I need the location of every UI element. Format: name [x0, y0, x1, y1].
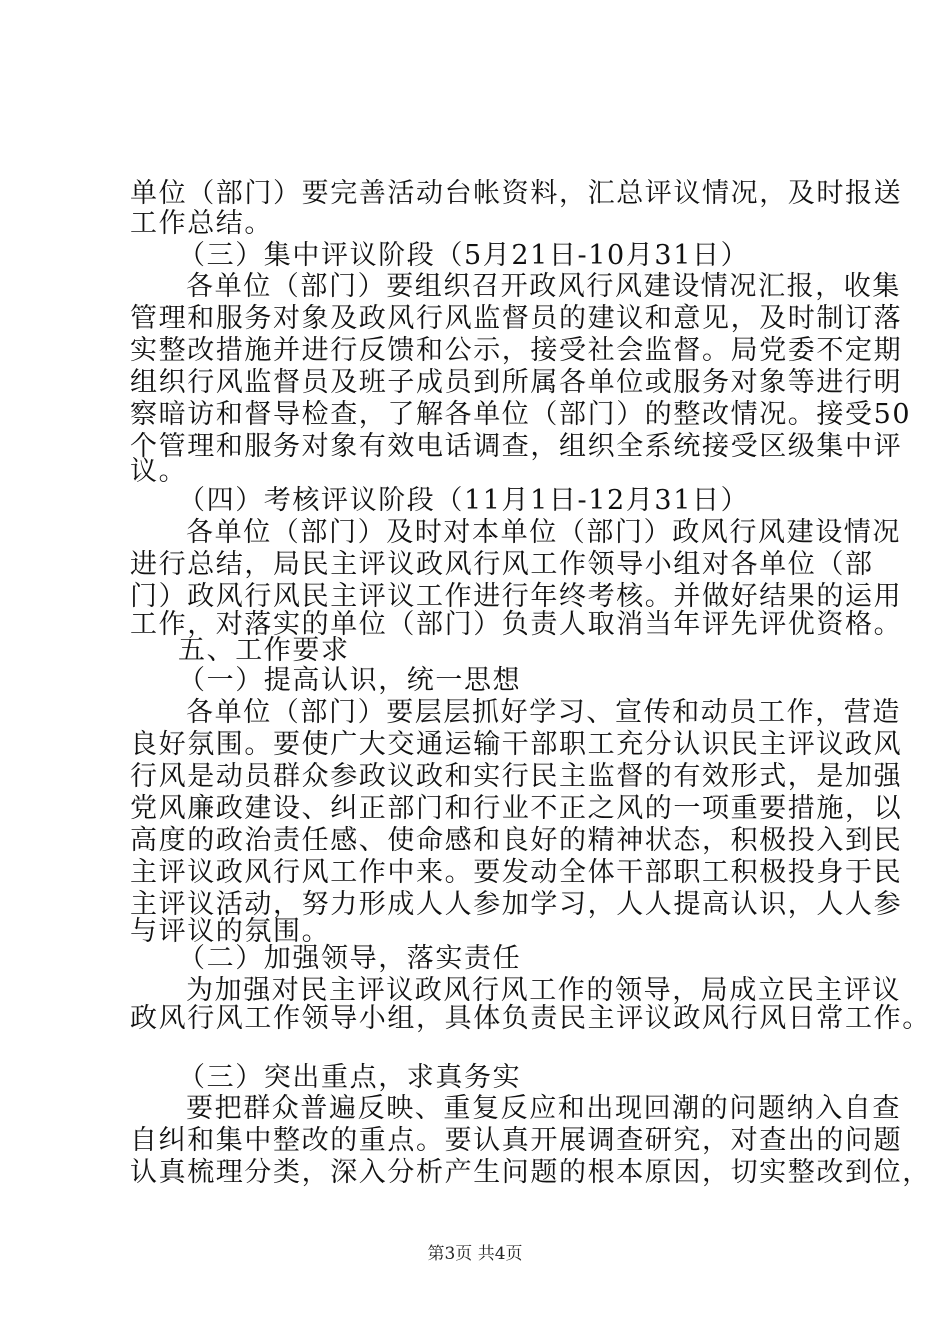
body-text-line: 门）政风行风民主评议工作进行年终考核。并做好结果的运用: [130, 581, 903, 612]
body-text-line: 政风行风工作领导小组，具体负责民主评议政风行风日常工作。: [130, 1003, 931, 1034]
body-text-line: 自纠和集中整改的重点。要认真开展调查研究，对查出的问题: [130, 1125, 903, 1156]
body-text-line: 良好氛围。要使广大交通运输干部职工充分认识民主评议政风: [130, 729, 903, 760]
body-text-line: 组织行风监督员及班子成员到所属各单位或服务对象等进行明: [130, 367, 903, 398]
body-text-line: 进行总结，局民主评议政风行风工作领导小组对各单位（部: [130, 549, 874, 580]
body-text-line: 察暗访和督导检查，了解各单位（部门）的整改情况。接受50: [130, 399, 912, 430]
body-text-line: 实整改措施并进行反馈和公示，接受社会监督。局党委不定期: [130, 335, 903, 366]
body-text-line: 要把群众普遍反映、重复反应和出现回潮的问题纳入自查: [186, 1093, 901, 1124]
body-text-line: 主评议活动，努力形成人人参加学习，人人提高认识，人人参: [130, 889, 903, 920]
body-text-line: 议。: [130, 456, 188, 487]
section-heading: （二）加强领导，落实责任: [178, 943, 522, 974]
body-text-line: 主评议政风行风工作中来。要发动全体干部职工积极投身于民: [130, 857, 903, 888]
page-footer: 第3页 共4页: [427, 1244, 523, 1264]
body-text-line: 行风是动员群众参政议政和实行民主监督的有效形式，是加强: [130, 761, 903, 792]
body-text-line: 为加强对民主评议政风行风工作的领导，局成立民主评议: [186, 975, 901, 1006]
body-text-line: 工作，对落实的单位（部门）负责人取消当年评先评优资格。: [130, 609, 903, 640]
body-text-line: 单位（部门）要完善活动台帐资料，汇总评议情况，及时报送: [130, 178, 903, 209]
section-heading: （三）突出重点，求真务实: [178, 1062, 522, 1093]
body-text-line: 个管理和服务对象有效电话调查，组织全系统接受区级集中评: [130, 431, 903, 462]
body-text-line: 工作总结。: [130, 208, 273, 239]
section-heading: （一）提高认识，统一思想: [178, 665, 522, 696]
section-heading: （四）考核评议阶段（11月1日-12月31日）: [178, 485, 750, 516]
section-heading: （三）集中评议阶段（5月21日-10月31日）: [178, 240, 750, 271]
section-heading: 五、工作要求: [178, 635, 350, 666]
body-text-line: 管理和服务对象及政风行风监督员的建议和意见，及时制订落: [130, 303, 903, 334]
body-text-line: 各单位（部门）及时对本单位（部门）政风行风建设情况: [186, 517, 901, 548]
body-text-line: 高度的政治责任感、使命感和良好的精神状态，积极投入到民: [130, 825, 903, 856]
body-text-line: 各单位（部门）要组织召开政风行风建设情况汇报，收集: [186, 271, 901, 302]
body-text-line: 认真梳理分类，深入分析产生问题的根本原因，切实整改到位，: [130, 1157, 931, 1188]
body-text-line: 党风廉政建设、纠正部门和行业不正之风的一项重要措施，以: [130, 793, 903, 824]
body-text-line: 各单位（部门）要层层抓好学习、宣传和动员工作，营造: [186, 697, 901, 728]
body-text-line: 与评议的氛围。: [130, 916, 331, 947]
